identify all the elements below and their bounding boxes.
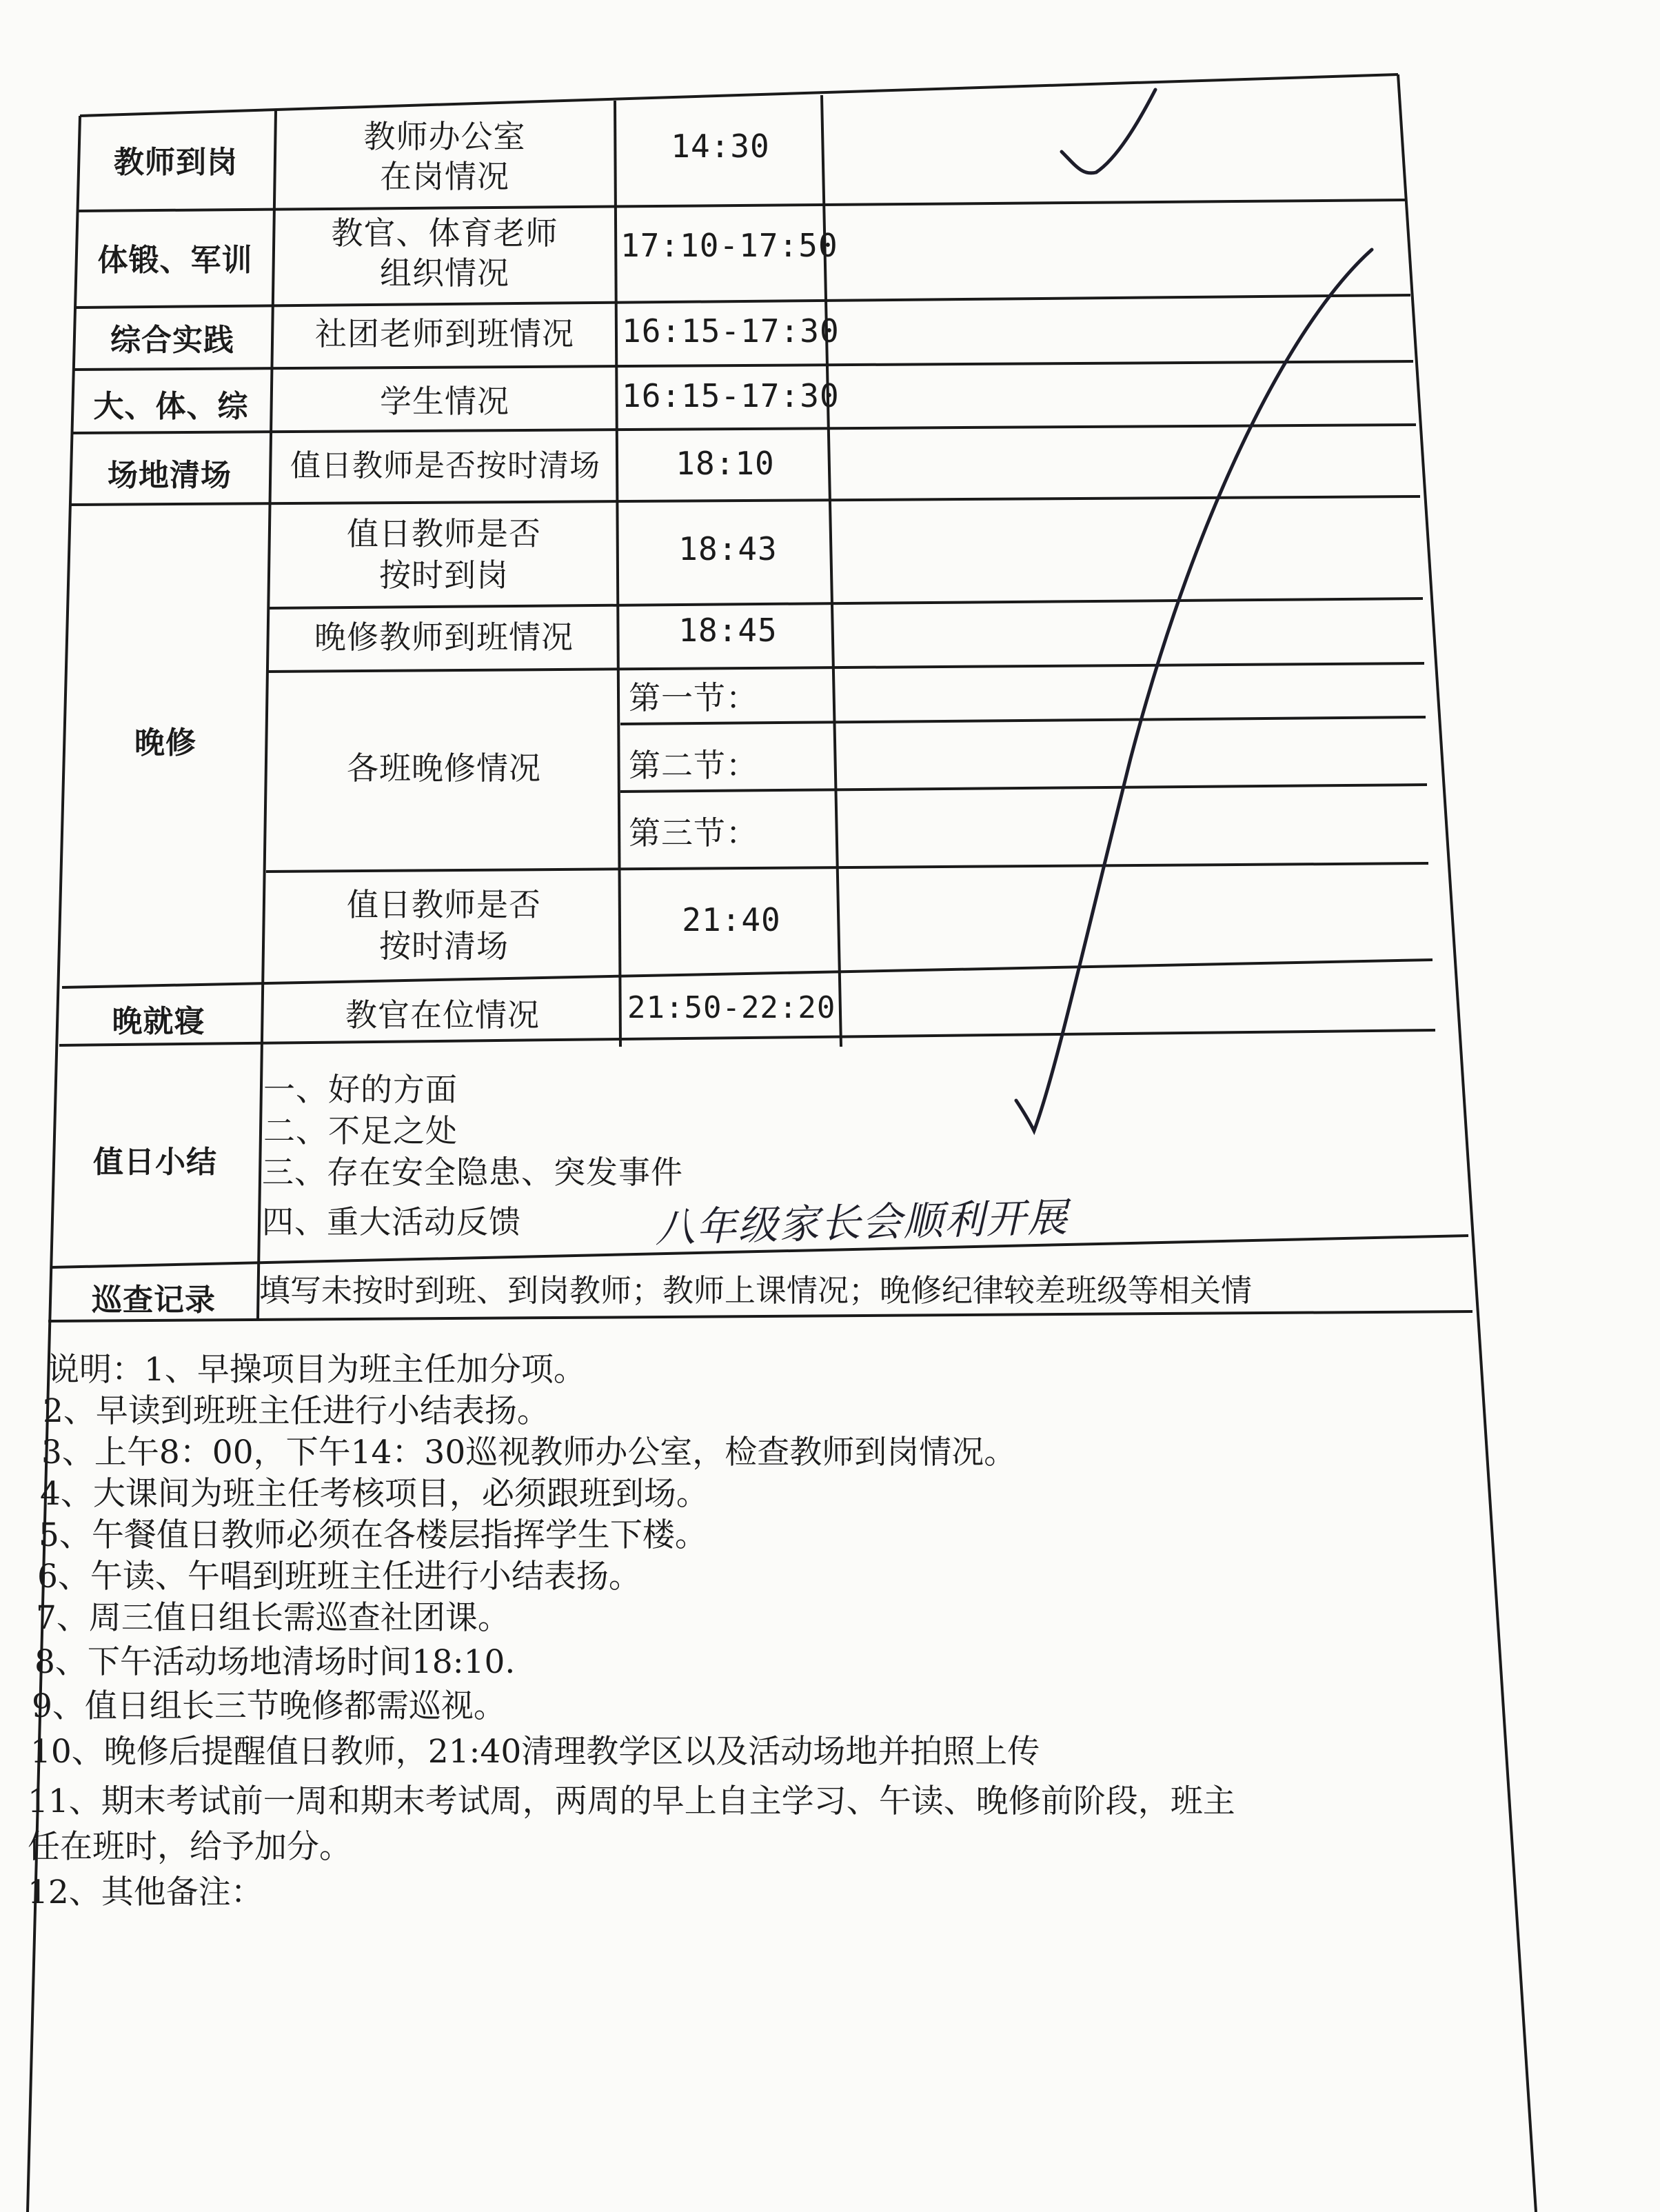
item-office-line1: 教师办公室 xyxy=(363,118,526,155)
item-duty-clearing: 值日教师是否按时清场 xyxy=(290,448,600,483)
time-cell: 18:45 xyxy=(678,612,778,649)
note-line: 7、周三值日组长需巡查社团课。 xyxy=(36,1599,510,1637)
note-line: 10、晚修后提醒值日教师，21:40清理教学区以及活动场地并拍照上传 xyxy=(30,1733,1040,1771)
category-bedtime: 晚就寝 xyxy=(112,1004,205,1039)
category-venue-clearing: 场地清场 xyxy=(108,458,232,493)
note-line: 11、期末考试前一周和期末考试周，两周的早上自主学习、午读、晚修前阶段，班主 xyxy=(28,1782,1235,1820)
period-1-label: 第一节： xyxy=(629,679,758,716)
note-line: 3、上午8：00，下午14：30巡视教师办公室，检查教师到岗情况。 xyxy=(41,1434,1017,1471)
time-cell: 16:15-17:30 xyxy=(622,377,840,414)
note-line: 8、下午活动场地清场时间18:10. xyxy=(34,1643,516,1681)
item-office-line2: 在岗情况 xyxy=(380,158,509,195)
time-cell: 21:40 xyxy=(682,901,781,938)
category-practice: 综合实践 xyxy=(110,323,234,358)
inspection-text: 填写未按时到班、到岗教师；教师上课情况；晚修纪律较差班级等相关情 xyxy=(259,1272,1253,1309)
note-line: 12、其他备注： xyxy=(28,1873,263,1911)
note-line: 6、午读、午唱到班班主任进行小结表扬。 xyxy=(37,1558,641,1596)
item-club-teacher: 社团老师到班情况 xyxy=(315,315,574,352)
item-duty-clear-line1: 值日教师是否 xyxy=(347,886,541,923)
item-class-evening-status: 各班晚修情况 xyxy=(347,750,541,787)
item-instructor-line2: 组织情况 xyxy=(380,254,509,292)
category-duty-summary: 值日小结 xyxy=(93,1145,217,1180)
summary-item-good: 一、好的方面 xyxy=(263,1071,458,1108)
category-inspection: 巡查记录 xyxy=(92,1283,216,1318)
handwritten-feedback: 八年级家长会顺利开展 xyxy=(654,1194,1069,1251)
time-cell: 21:50-22:20 xyxy=(627,990,836,1025)
period-3-label: 第三节： xyxy=(629,814,758,852)
category-exercise: 体锻、军训 xyxy=(97,243,253,278)
item-evening-teacher: 晚修教师到班情况 xyxy=(314,619,574,656)
category-big-break: 大、体、综 xyxy=(93,389,249,424)
note-line: 任在班时，给予加分。 xyxy=(28,1828,352,1866)
item-duty-clear-line2: 按时清场 xyxy=(379,927,509,965)
time-cell: 18:43 xyxy=(678,530,778,567)
period-2-label: 第二节： xyxy=(629,747,758,784)
time-cell: 18:10 xyxy=(676,445,775,482)
summary-item-shortcoming: 二、不足之处 xyxy=(263,1112,458,1149)
item-instructor-on-post: 教官在位情况 xyxy=(345,996,540,1034)
item-student-status: 学生情况 xyxy=(380,383,509,420)
category-teacher-attendance: 教师到岗 xyxy=(114,145,238,180)
item-duty-arrival-line1: 值日教师是否 xyxy=(347,515,541,552)
time-cell: 16:15-17:30 xyxy=(622,312,840,350)
summary-item-safety: 三、存在安全隐患、突发事件 xyxy=(262,1154,683,1191)
summary-item-major-event: 四、重大活动反馈 xyxy=(262,1203,521,1240)
item-instructor-line1: 教官、体育老师 xyxy=(331,214,558,252)
note-line: 2、早读到班班主任进行小结表扬。 xyxy=(43,1392,549,1430)
note-line: 4、大课间为班主任考核项目，必须跟班到场。 xyxy=(40,1475,709,1513)
time-cell: 17:10-17:50 xyxy=(620,227,838,264)
category-evening-study: 晚修 xyxy=(134,725,196,761)
note-line: 5、午餐值日教师必须在各楼层指挥学生下楼。 xyxy=(39,1516,707,1554)
note-line: 9、值日组长三节晚修都需巡视。 xyxy=(32,1687,506,1725)
time-cell: 14:30 xyxy=(671,128,770,165)
item-duty-arrival-line2: 按时到岗 xyxy=(379,556,509,594)
note-line: 说明：1、早操项目为班主任加分项。 xyxy=(47,1351,586,1389)
